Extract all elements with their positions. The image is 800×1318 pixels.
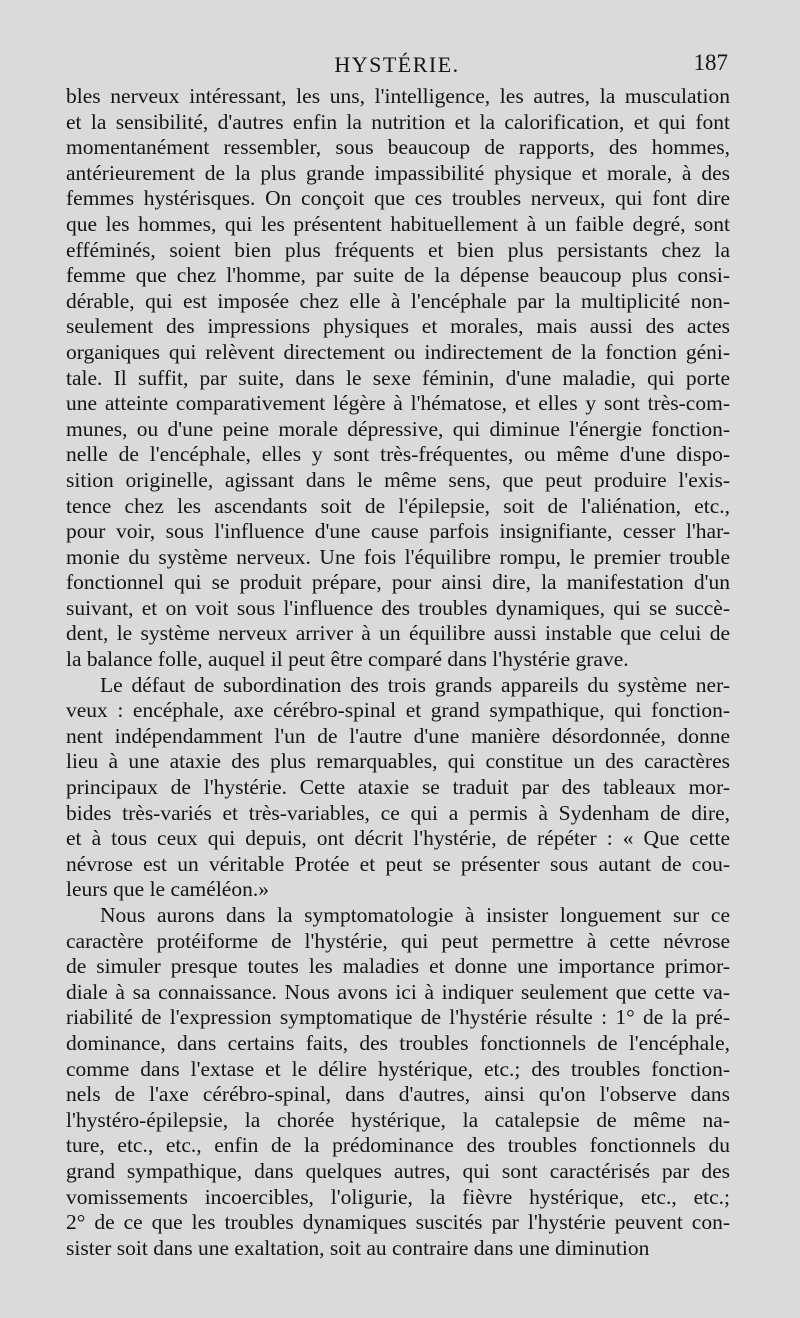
- text-line: vomissements incoercibles, l'oligurie, la fièvre hystérique, etc., etc.;: [66, 1184, 730, 1209]
- running-header: [66, 46, 728, 80]
- text-line: suivant, et on voit sous l'influence des troubles dynamiques, qui se succè-: [66, 595, 730, 620]
- text-line: l'hystéro-épilepsie, la chorée hystérique, la catalepsie de même na-: [66, 1107, 730, 1132]
- text-line: antérieurement de la plus grande impassibilité physique et morale, à des: [66, 160, 730, 185]
- text-line: efféminés, soient bien plus fréquents et bien plus persistants chez la: [66, 237, 730, 262]
- text-line: sister soit dans une exaltation, soit au contraire dans une diminution: [66, 1235, 650, 1260]
- text-line: seulement des impressions physiques et morales, mais aussi des actes: [66, 314, 730, 339]
- text-line: monie du système nerveux. Une fois l'équilibre rompu, le premier trouble: [66, 544, 730, 569]
- text-line: caractère protéiforme de l'hystérie, qui peut permettre à cette névrose: [66, 928, 730, 953]
- text-line: riabilité de l'expression symptomatique de l'hystérie résulte : 1° de la pré-: [66, 1005, 730, 1030]
- text-line: et la sensibilité, d'autres enfin la nutrition et la calorification, et qui font: [66, 109, 730, 134]
- text-line: Le défaut de subordination des trois grands appareils du système ner-: [100, 672, 730, 697]
- text-line: organiques qui relèvent directement ou indirectement de la fonction géni-: [66, 339, 730, 364]
- text-line: femmes hystérisques. On conçoit que ces troubles nerveux, qui font dire: [66, 186, 730, 211]
- text-line: nent indépendamment l'un de l'autre d'une manière désordonnée, donne: [66, 723, 730, 748]
- text-line: leurs que le caméléon.»: [66, 877, 269, 902]
- text-line: diale à sa connaissance. Nous avons ici à indiquer seulement que cette va-: [66, 979, 730, 1004]
- page-number: 187: [693, 50, 728, 75]
- text-line: une atteinte comparativement légère à l'hématose, et elles y sont très-com-: [66, 391, 730, 416]
- text-line: de simuler presque toutes les maladies et donne une importance primor-: [66, 954, 730, 979]
- text-line: principaux de l'hystérie. Cette ataxie se traduit par des tableaux mor-: [66, 775, 730, 800]
- text-line: dérable, qui est imposée chez elle à l'encéphale par la multiplicité non-: [66, 288, 730, 313]
- text-line: ture, etc., etc., enfin de la prédominance des troubles fonctionnels du: [66, 1133, 730, 1158]
- running-title: HYSTÉRIE.: [334, 52, 460, 77]
- text-line: fonctionnel qui se produit prépare, pour ainsi dire, la manifestation d'un: [66, 570, 730, 595]
- text-line: pour voir, sous l'influence d'une cause parfois insignifiante, cesser l'har-: [66, 519, 730, 544]
- text-line: bides très-variés et très-variables, ce qui a permis à Sydenham de dire,: [66, 800, 730, 825]
- paragraph-p1: [66, 84, 730, 673]
- text-line: grand sympathique, dans quelques autres, qui sont caractérisés par des: [66, 1158, 730, 1183]
- text-line: 2° de ce que les troubles dynamiques suscités par l'hystérie peuvent con-: [66, 1210, 730, 1235]
- text-line: nelle de l'encéphale, elles y sont très-fréquentes, ou même d'une dispo-: [66, 442, 730, 467]
- text-line: la balance folle, auquel il peut être comparé dans l'hystérie grave.: [66, 647, 629, 672]
- body-text: [66, 84, 730, 1261]
- text-line: que les hommes, qui les présentent habituellement à un faible degré, sont: [66, 211, 730, 236]
- text-line: munes, ou d'une peine morale dépressive, qui diminue l'énergie fonction-: [66, 416, 730, 441]
- paragraph-p3: [66, 903, 730, 1261]
- text-line: et à tous ceux qui depuis, ont décrit l'hystérie, de répéter : « Que cette: [66, 826, 730, 851]
- text-line: bles nerveux intéressant, les uns, l'intelligence, les autres, la musculation: [66, 84, 730, 108]
- text-line: tence chez les ascendants soit de l'épilepsie, soit de l'aliénation, etc.,: [66, 493, 730, 518]
- text-line: momentanément ressembler, sous beaucoup de rapports, des hommes,: [66, 135, 730, 160]
- text-line: nels de l'axe cérébro-spinal, dans d'autres, ainsi qu'on l'observe dans: [66, 1082, 730, 1107]
- text-line: dent, le système nerveux arriver à un équilibre aussi instable que celui de: [66, 621, 730, 646]
- text-line: comme dans l'extase et le délire hystérique, etc.; des troubles fonction-: [66, 1056, 730, 1081]
- text-line: dominance, dans certains faits, des troubles fonctionnels de l'encéphale,: [66, 1030, 730, 1055]
- text-line: veux : encéphale, axe cérébro-spinal et grand sympathique, qui fonction-: [66, 698, 730, 723]
- text-line: lieu à une ataxie des plus remarquables, qui constitue un des caractères: [66, 749, 730, 774]
- text-line: femme que chez l'homme, par suite de la dépense beaucoup plus consi-: [66, 263, 730, 288]
- text-line: névrose est un véritable Protée et peut se présenter sous autant de cou-: [66, 851, 730, 876]
- text-line: tale. Il suffit, par suite, dans le sexe féminin, d'une maladie, qui porte: [66, 365, 730, 390]
- paragraph-p2: [66, 673, 730, 903]
- text-line: Nous aurons dans la symptomatologie à insister longuement sur ce: [100, 903, 730, 927]
- text-line: sition originelle, agissant dans le même sens, que peut produire l'exis-: [66, 467, 730, 492]
